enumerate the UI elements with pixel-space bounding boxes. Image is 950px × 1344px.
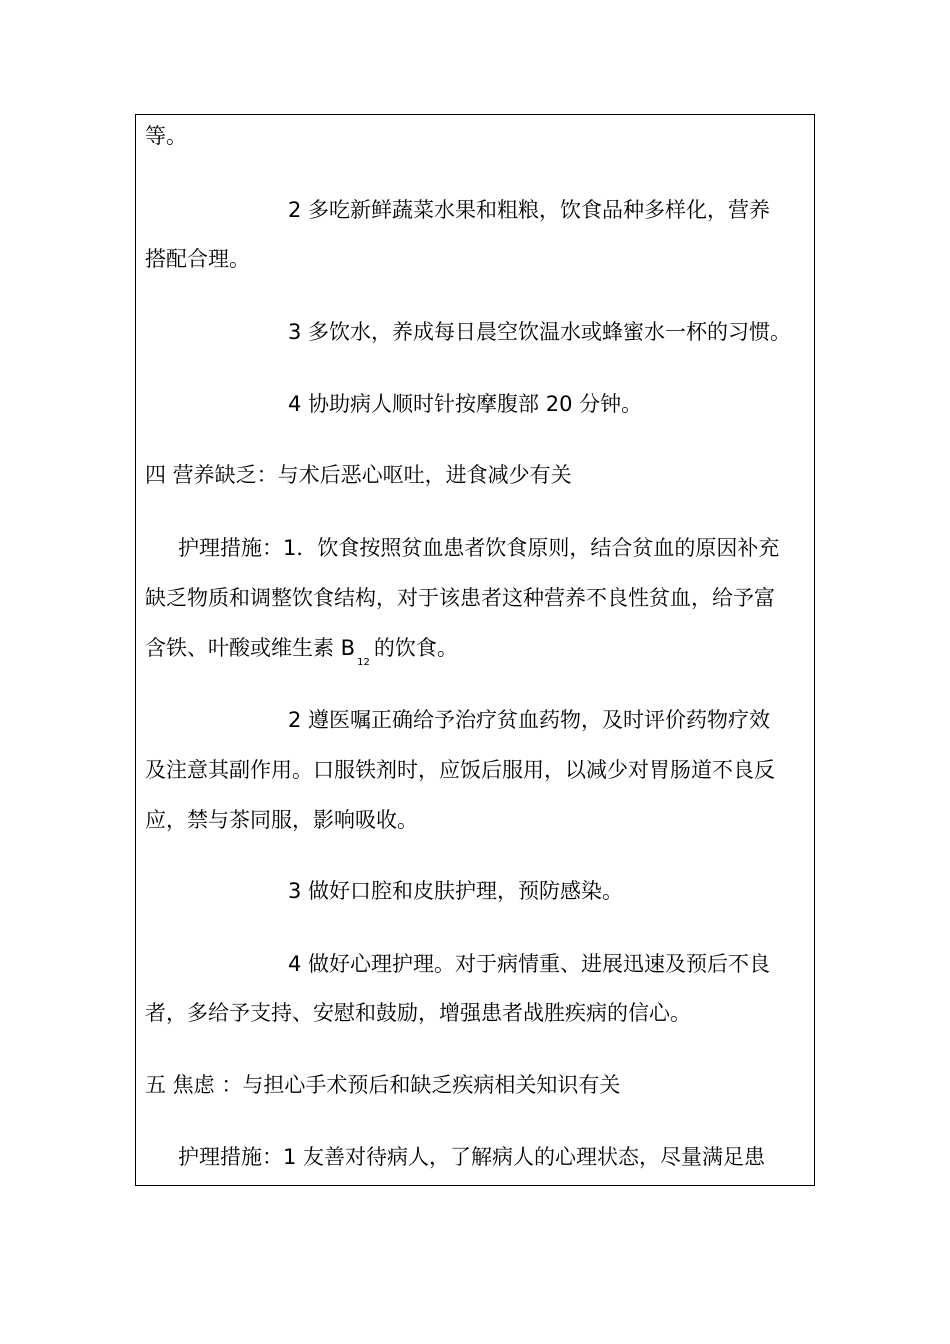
text-line: 4 协助病人顺时针按摩腹部 20 分钟。 — [288, 392, 643, 416]
text-line-with-subscript — [145, 634, 458, 667]
text-line: 应，禁与茶同服，影响吸收。 — [145, 808, 418, 832]
section-heading: 四 营养缺乏：与术后恶心呕吐，进食减少有关 — [145, 463, 572, 487]
subscript: 12 — [357, 657, 370, 668]
text-line: 3 做好口腔和皮肤护理，预防感染。 — [288, 879, 624, 903]
text-line: 4 做好心理护理。对于病情重、进展迅速及预后不良 — [288, 952, 771, 976]
text-line: 2 遵医嘱正确给予治疗贫血药物，及时评价药物疗效 — [288, 708, 771, 732]
text-line: 者，多给予支持、安慰和鼓励，增强患者战胜疾病的信心。 — [145, 1001, 691, 1025]
text-segment: 含铁、叶酸或维生素 B — [145, 636, 356, 660]
text-line: 护理措施：1．饮食按照贫血患者饮食原则，结合贫血的原因补充 — [178, 536, 780, 560]
text-line: 等。 — [145, 124, 187, 148]
section-heading: 五 焦虑 ：与担心手术预后和缺乏疾病相关知识有关 — [145, 1073, 621, 1097]
text-line: 缺乏物质和调整饮食结构，对于该患者这种营养不良性贫血，给予富 — [145, 586, 775, 610]
text-line: 搭配合理。 — [145, 247, 250, 271]
text-line: 及注意其副作用。口服铁剂时，应饭后服用，以减少对胃肠道不良反 — [145, 758, 775, 782]
text-line: 护理措施：1 友善对待病人，了解病人的心理状态，尽量满足患 — [178, 1145, 766, 1169]
text-line: 3 多饮水，养成每日晨空饮温水或蜂蜜水一杯的习惯。 — [288, 320, 792, 344]
text-line: 2 多吃新鲜蔬菜水果和粗粮，饮食品种多样化，营养 — [288, 198, 771, 222]
text-segment: 的饮食。 — [373, 636, 458, 660]
